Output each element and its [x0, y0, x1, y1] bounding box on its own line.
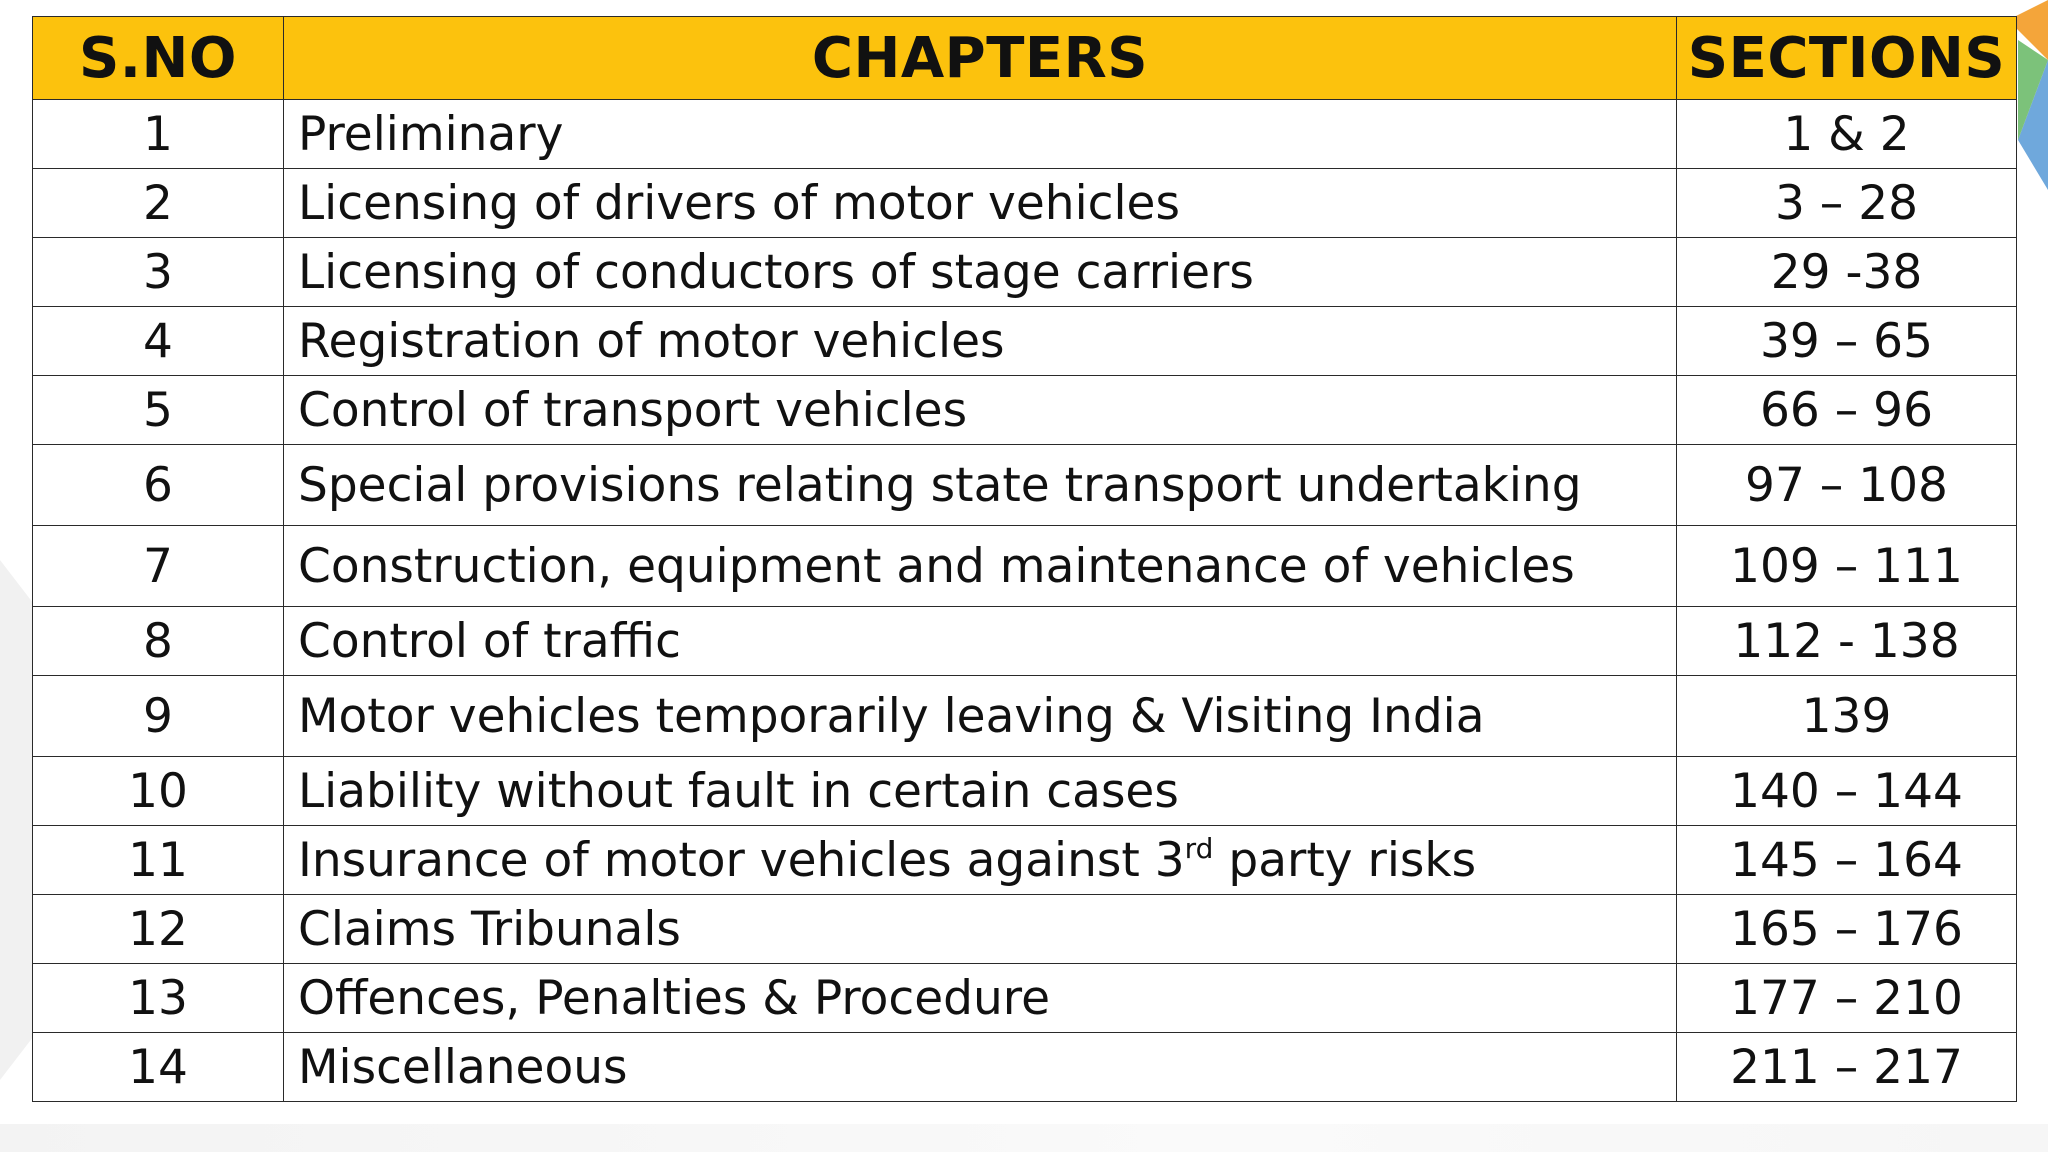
table-row — [33, 607, 2017, 676]
row-sections: 165 – 176 — [1677, 895, 2017, 964]
header-sno: S.NO — [33, 17, 284, 100]
table-row — [33, 826, 2017, 895]
row-sno: 12 — [33, 895, 284, 964]
header-row — [33, 17, 2017, 100]
table-row — [33, 676, 2017, 757]
row-sections: 211 – 217 — [1677, 1033, 2017, 1102]
row-sno: 3 — [33, 238, 284, 307]
table-row — [33, 100, 2017, 169]
row-chapter: Claims Tribunals — [284, 895, 1677, 964]
row-sections: 139 — [1677, 676, 2017, 757]
row-sections: 177 – 210 — [1677, 964, 2017, 1033]
row-sections: 3 – 28 — [1677, 169, 2017, 238]
row-chapter: Construction, equipment and maintenance of vehicles — [284, 526, 1677, 607]
row-sections: 145 – 164 — [1677, 826, 2017, 895]
table-row — [33, 964, 2017, 1033]
row-sno: 1 — [33, 100, 284, 169]
row-chapter: Licensing of drivers of motor vehicles — [284, 169, 1677, 238]
row-chapter — [284, 826, 1677, 895]
row-chapter: Liability without fault in certain cases — [284, 757, 1677, 826]
row-sections: 97 – 108 — [1677, 445, 2017, 526]
row-chapter: Registration of motor vehicles — [284, 307, 1677, 376]
row-sno: 5 — [33, 376, 284, 445]
table-row — [33, 238, 2017, 307]
row-sections: 112 - 138 — [1677, 607, 2017, 676]
row-sections: 140 – 144 — [1677, 757, 2017, 826]
row-sno: 6 — [33, 445, 284, 526]
table-row — [33, 445, 2017, 526]
table-row — [33, 757, 2017, 826]
row-sno: 7 — [33, 526, 284, 607]
row-sections: 66 – 96 — [1677, 376, 2017, 445]
row-sno: 11 — [33, 826, 284, 895]
row-sections: 1 & 2 — [1677, 100, 2017, 169]
row-chapter: Offences, Penalties & Procedure — [284, 964, 1677, 1033]
row-chapter: Control of transport vehicles — [284, 376, 1677, 445]
row-chapter: Motor vehicles temporarily leaving & Visiting India — [284, 676, 1677, 757]
row-sno: 2 — [33, 169, 284, 238]
row-sections: 29 -38 — [1677, 238, 2017, 307]
row-sno: 10 — [33, 757, 284, 826]
table-row — [33, 169, 2017, 238]
chapters-table — [32, 16, 2017, 1102]
row-sno: 8 — [33, 607, 284, 676]
header-sections: SECTIONS — [1677, 17, 2017, 100]
row-chapter: Preliminary — [284, 100, 1677, 169]
header-chapters: CHAPTERS — [284, 17, 1677, 100]
row-sno: 13 — [33, 964, 284, 1033]
row-chapter: Licensing of conductors of stage carriers — [284, 238, 1677, 307]
table-row — [33, 526, 2017, 607]
table-row — [33, 376, 2017, 445]
chapter-text: party risks — [1213, 832, 1477, 888]
table-row — [33, 1033, 2017, 1102]
row-chapter: Control of traffic — [284, 607, 1677, 676]
row-sno: 4 — [33, 307, 284, 376]
chapter-text: Insurance of motor vehicles against 3 — [298, 832, 1185, 888]
row-chapter: Miscellaneous — [284, 1033, 1677, 1102]
ordinal-suffix: rd — [1184, 831, 1214, 865]
row-sno: 14 — [33, 1033, 284, 1102]
table-row — [33, 307, 2017, 376]
table-row — [33, 895, 2017, 964]
row-sections: 109 – 111 — [1677, 526, 2017, 607]
row-sno: 9 — [33, 676, 284, 757]
row-sections: 39 – 65 — [1677, 307, 2017, 376]
background-decoration-bottom — [0, 1124, 2048, 1152]
row-chapter: Special provisions relating state transport undertaking — [284, 445, 1677, 526]
